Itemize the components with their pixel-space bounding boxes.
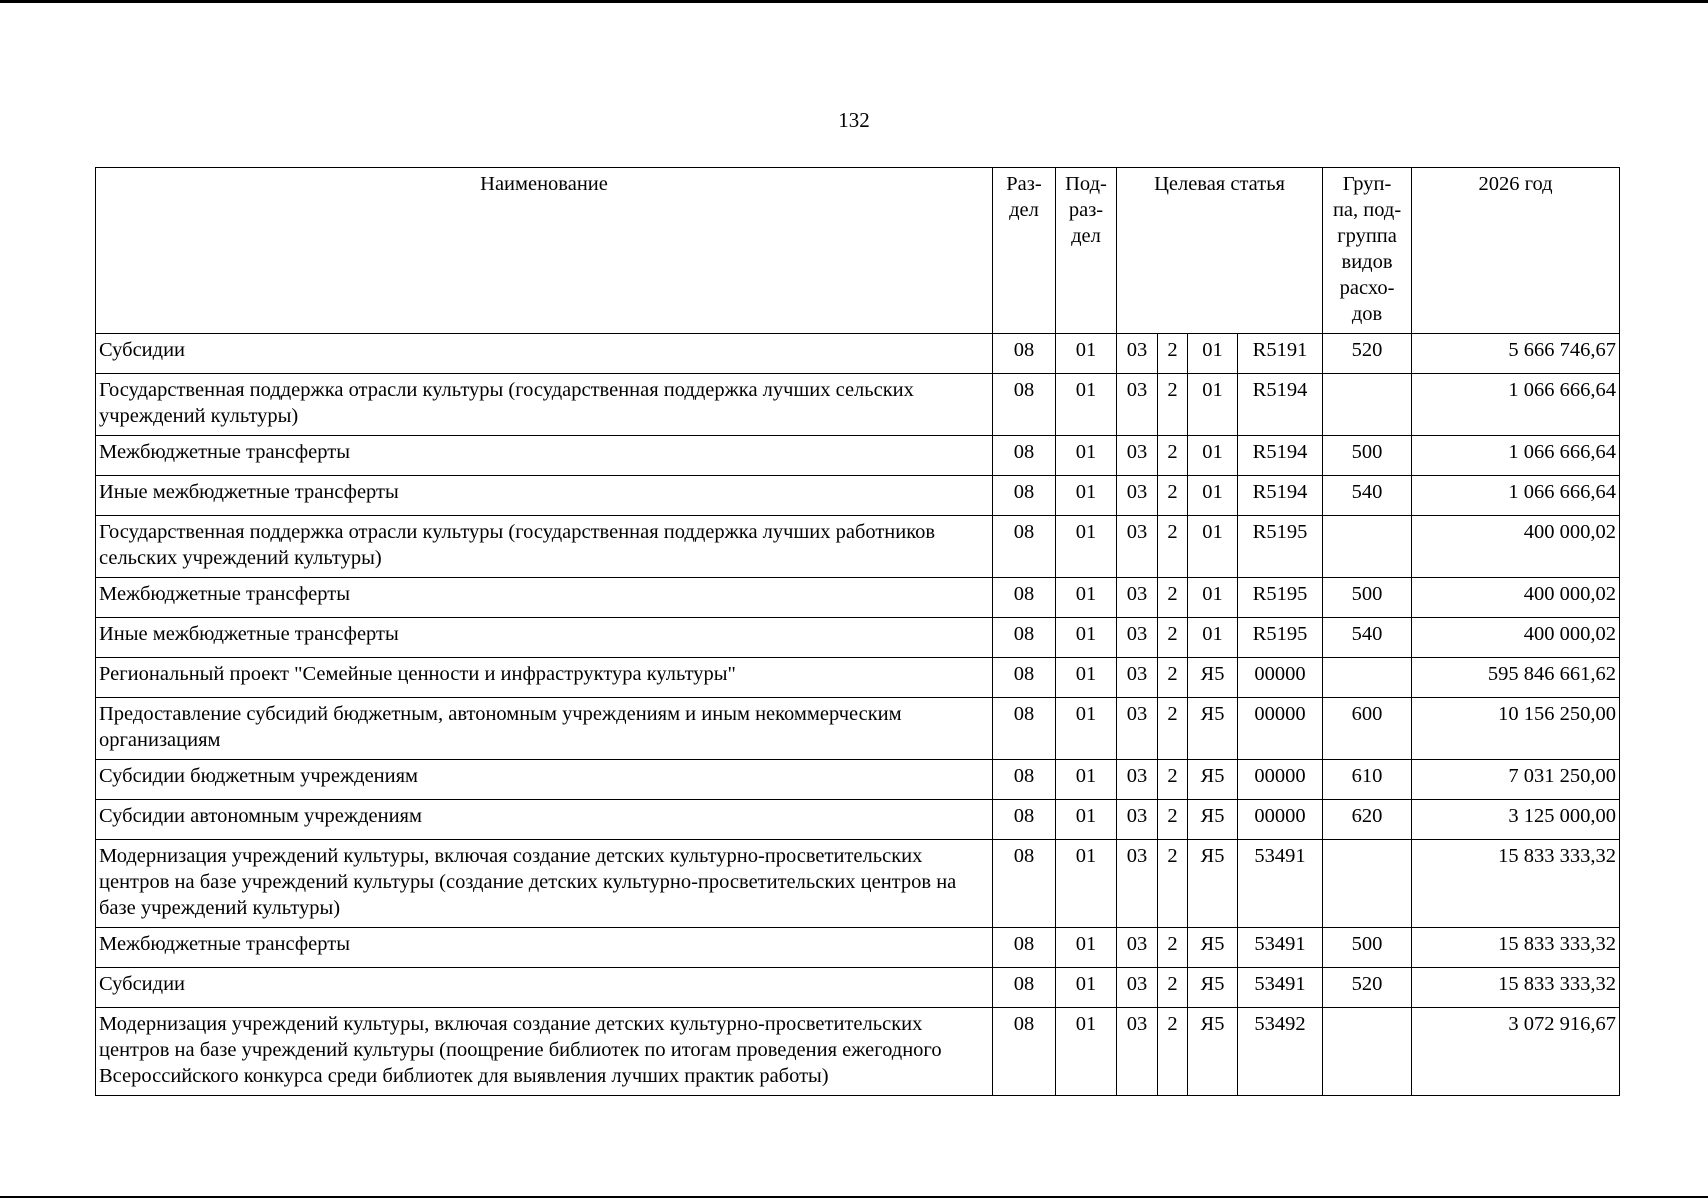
row-name: Субсидии xyxy=(96,968,993,1008)
row-target-project: 01 xyxy=(1188,618,1238,658)
row-name: Региональный проект "Семейные ценности и инфраструктура культуры" xyxy=(96,658,993,698)
row-target-type: 2 xyxy=(1158,1008,1188,1096)
row-target-direction: R5194 xyxy=(1238,436,1323,476)
row-section: 08 xyxy=(993,968,1056,1008)
row-target-direction: 00000 xyxy=(1238,760,1323,800)
row-amount: 10 156 250,00 xyxy=(1412,698,1620,760)
row-target-program: 03 xyxy=(1117,516,1158,578)
row-section: 08 xyxy=(993,698,1056,760)
row-target-program: 03 xyxy=(1117,658,1158,698)
row-subsection: 01 xyxy=(1056,476,1117,516)
row-section: 08 xyxy=(993,516,1056,578)
row-target-project: Я5 xyxy=(1188,1008,1238,1096)
row-target-program: 03 xyxy=(1117,334,1158,374)
header-subsection: Под- раз- дел xyxy=(1056,168,1117,334)
row-subsection: 01 xyxy=(1056,618,1117,658)
row-amount: 1 066 666,64 xyxy=(1412,436,1620,476)
row-expense-group: 500 xyxy=(1323,436,1412,476)
table-row xyxy=(96,436,1620,476)
row-amount: 7 031 250,00 xyxy=(1412,760,1620,800)
bottom-edge-rule xyxy=(0,1196,1708,1198)
row-name: Межбюджетные трансферты xyxy=(96,928,993,968)
row-expense-group: 520 xyxy=(1323,968,1412,1008)
row-amount: 400 000,02 xyxy=(1412,578,1620,618)
row-name: Государственная поддержка отрасли культуры (государственная поддержка лучших сельских учреждений культуры) xyxy=(96,374,993,436)
row-expense-group: 610 xyxy=(1323,760,1412,800)
row-name: Государственная поддержка отрасли культуры (государственная поддержка лучших работников сельских учреждений культуры) xyxy=(96,516,993,578)
row-target-direction: 53491 xyxy=(1238,840,1323,928)
row-expense-group: 600 xyxy=(1323,698,1412,760)
table-row xyxy=(96,840,1620,928)
row-target-program: 03 xyxy=(1117,476,1158,516)
row-target-project: Я5 xyxy=(1188,928,1238,968)
table-row xyxy=(96,516,1620,578)
table-row xyxy=(96,334,1620,374)
row-section: 08 xyxy=(993,618,1056,658)
row-target-project: 01 xyxy=(1188,476,1238,516)
row-amount: 15 833 333,32 xyxy=(1412,840,1620,928)
row-subsection: 01 xyxy=(1056,516,1117,578)
row-name: Межбюджетные трансферты xyxy=(96,578,993,618)
row-expense-group: 520 xyxy=(1323,334,1412,374)
row-target-type: 2 xyxy=(1158,968,1188,1008)
row-amount: 15 833 333,32 xyxy=(1412,968,1620,1008)
row-target-program: 03 xyxy=(1117,436,1158,476)
budget-table xyxy=(95,167,1620,1096)
row-target-type: 2 xyxy=(1158,334,1188,374)
row-subsection: 01 xyxy=(1056,840,1117,928)
row-target-direction: 00000 xyxy=(1238,800,1323,840)
table-row xyxy=(96,760,1620,800)
row-subsection: 01 xyxy=(1056,800,1117,840)
row-target-project: Я5 xyxy=(1188,698,1238,760)
row-name: Иные межбюджетные трансферты xyxy=(96,618,993,658)
row-target-direction: R5195 xyxy=(1238,618,1323,658)
row-amount: 1 066 666,64 xyxy=(1412,374,1620,436)
table-row xyxy=(96,698,1620,760)
row-name: Межбюджетные трансферты xyxy=(96,436,993,476)
table-row xyxy=(96,476,1620,516)
row-section: 08 xyxy=(993,578,1056,618)
row-target-direction: 53491 xyxy=(1238,928,1323,968)
table-header-row xyxy=(96,168,1620,334)
row-target-direction: 53492 xyxy=(1238,1008,1323,1096)
row-target-program: 03 xyxy=(1117,928,1158,968)
table-row xyxy=(96,928,1620,968)
row-target-type: 2 xyxy=(1158,800,1188,840)
row-target-type: 2 xyxy=(1158,760,1188,800)
row-target-project: 01 xyxy=(1188,436,1238,476)
header-expense-group: Груп- па, под- группа видов расхо- дов xyxy=(1323,168,1412,334)
row-subsection: 01 xyxy=(1056,436,1117,476)
row-name: Модернизация учреждений культуры, включая создание детских культурно-просветительских центров на базе учреждений культуры (создание детских культурно-просветительских центров на базе учреждений культуры) xyxy=(96,840,993,928)
row-target-type: 2 xyxy=(1158,840,1188,928)
row-target-type: 2 xyxy=(1158,618,1188,658)
row-name: Субсидии бюджетным учреждениям xyxy=(96,760,993,800)
header-section: Раз- дел xyxy=(993,168,1056,334)
row-target-project: Я5 xyxy=(1188,760,1238,800)
row-expense-group xyxy=(1323,1008,1412,1096)
row-target-type: 2 xyxy=(1158,578,1188,618)
row-target-direction: 00000 xyxy=(1238,658,1323,698)
row-name: Иные межбюджетные трансферты xyxy=(96,476,993,516)
row-subsection: 01 xyxy=(1056,928,1117,968)
row-target-direction: R5194 xyxy=(1238,476,1323,516)
page-number: 132 xyxy=(838,108,870,132)
row-name: Субсидии автономным учреждениям xyxy=(96,800,993,840)
row-subsection: 01 xyxy=(1056,658,1117,698)
row-target-program: 03 xyxy=(1117,374,1158,436)
row-target-program: 03 xyxy=(1117,840,1158,928)
row-target-direction: 00000 xyxy=(1238,698,1323,760)
row-expense-group xyxy=(1323,658,1412,698)
row-target-type: 2 xyxy=(1158,698,1188,760)
row-target-direction: 53491 xyxy=(1238,968,1323,1008)
row-target-program: 03 xyxy=(1117,698,1158,760)
row-expense-group: 620 xyxy=(1323,800,1412,840)
row-section: 08 xyxy=(993,840,1056,928)
row-target-direction: R5195 xyxy=(1238,578,1323,618)
row-subsection: 01 xyxy=(1056,374,1117,436)
row-section: 08 xyxy=(993,436,1056,476)
row-section: 08 xyxy=(993,800,1056,840)
row-target-project: 01 xyxy=(1188,516,1238,578)
row-expense-group: 540 xyxy=(1323,618,1412,658)
row-amount: 5 666 746,67 xyxy=(1412,334,1620,374)
row-target-type: 2 xyxy=(1158,658,1188,698)
row-expense-group xyxy=(1323,840,1412,928)
row-amount: 3 125 000,00 xyxy=(1412,800,1620,840)
top-edge-rule xyxy=(0,0,1708,3)
row-section: 08 xyxy=(993,476,1056,516)
row-subsection: 01 xyxy=(1056,760,1117,800)
table-row xyxy=(96,800,1620,840)
row-target-type: 2 xyxy=(1158,476,1188,516)
row-target-project: 01 xyxy=(1188,578,1238,618)
row-amount: 595 846 661,62 xyxy=(1412,658,1620,698)
row-amount: 400 000,02 xyxy=(1412,516,1620,578)
row-target-project: 01 xyxy=(1188,374,1238,436)
row-target-direction: R5194 xyxy=(1238,374,1323,436)
table-row xyxy=(96,1008,1620,1096)
row-name: Модернизация учреждений культуры, включая создание детских культурно-просветительских центров на базе учреждений культуры (поощрение библиотек по итогам проведения ежегодного Всероссийского конкурса среди библиотек для выявления лучших практик работы) xyxy=(96,1008,993,1096)
header-name: Наименование xyxy=(96,168,993,334)
row-target-direction: R5191 xyxy=(1238,334,1323,374)
row-name: Предоставление субсидий бюджетным, автономным учреждениям и иным некоммерческим организациям xyxy=(96,698,993,760)
row-target-program: 03 xyxy=(1117,578,1158,618)
row-section: 08 xyxy=(993,928,1056,968)
row-expense-group xyxy=(1323,516,1412,578)
row-subsection: 01 xyxy=(1056,1008,1117,1096)
row-section: 08 xyxy=(993,334,1056,374)
row-name: Субсидии xyxy=(96,334,993,374)
row-target-project: Я5 xyxy=(1188,968,1238,1008)
row-target-type: 2 xyxy=(1158,374,1188,436)
row-target-direction: R5195 xyxy=(1238,516,1323,578)
row-expense-group xyxy=(1323,374,1412,436)
row-amount: 3 072 916,67 xyxy=(1412,1008,1620,1096)
row-section: 08 xyxy=(993,1008,1056,1096)
row-amount: 15 833 333,32 xyxy=(1412,928,1620,968)
row-target-project: Я5 xyxy=(1188,658,1238,698)
row-expense-group: 500 xyxy=(1323,928,1412,968)
row-section: 08 xyxy=(993,374,1056,436)
row-target-type: 2 xyxy=(1158,928,1188,968)
row-expense-group: 540 xyxy=(1323,476,1412,516)
table-row xyxy=(96,578,1620,618)
row-amount: 400 000,02 xyxy=(1412,618,1620,658)
row-target-program: 03 xyxy=(1117,760,1158,800)
row-section: 08 xyxy=(993,760,1056,800)
table-row xyxy=(96,658,1620,698)
row-amount: 1 066 666,64 xyxy=(1412,476,1620,516)
table-row xyxy=(96,618,1620,658)
row-subsection: 01 xyxy=(1056,698,1117,760)
row-subsection: 01 xyxy=(1056,578,1117,618)
row-target-type: 2 xyxy=(1158,516,1188,578)
row-target-program: 03 xyxy=(1117,968,1158,1008)
header-target-article: Целевая статья xyxy=(1117,168,1323,334)
row-subsection: 01 xyxy=(1056,334,1117,374)
row-target-program: 03 xyxy=(1117,618,1158,658)
row-subsection: 01 xyxy=(1056,968,1117,1008)
header-year-2026: 2026 год xyxy=(1412,168,1620,334)
row-target-program: 03 xyxy=(1117,1008,1158,1096)
row-section: 08 xyxy=(993,658,1056,698)
row-target-project: Я5 xyxy=(1188,800,1238,840)
table-row xyxy=(96,968,1620,1008)
row-target-project: Я5 xyxy=(1188,840,1238,928)
row-target-project: 01 xyxy=(1188,334,1238,374)
table-row xyxy=(96,374,1620,436)
row-expense-group: 500 xyxy=(1323,578,1412,618)
row-target-type: 2 xyxy=(1158,436,1188,476)
row-target-program: 03 xyxy=(1117,800,1158,840)
